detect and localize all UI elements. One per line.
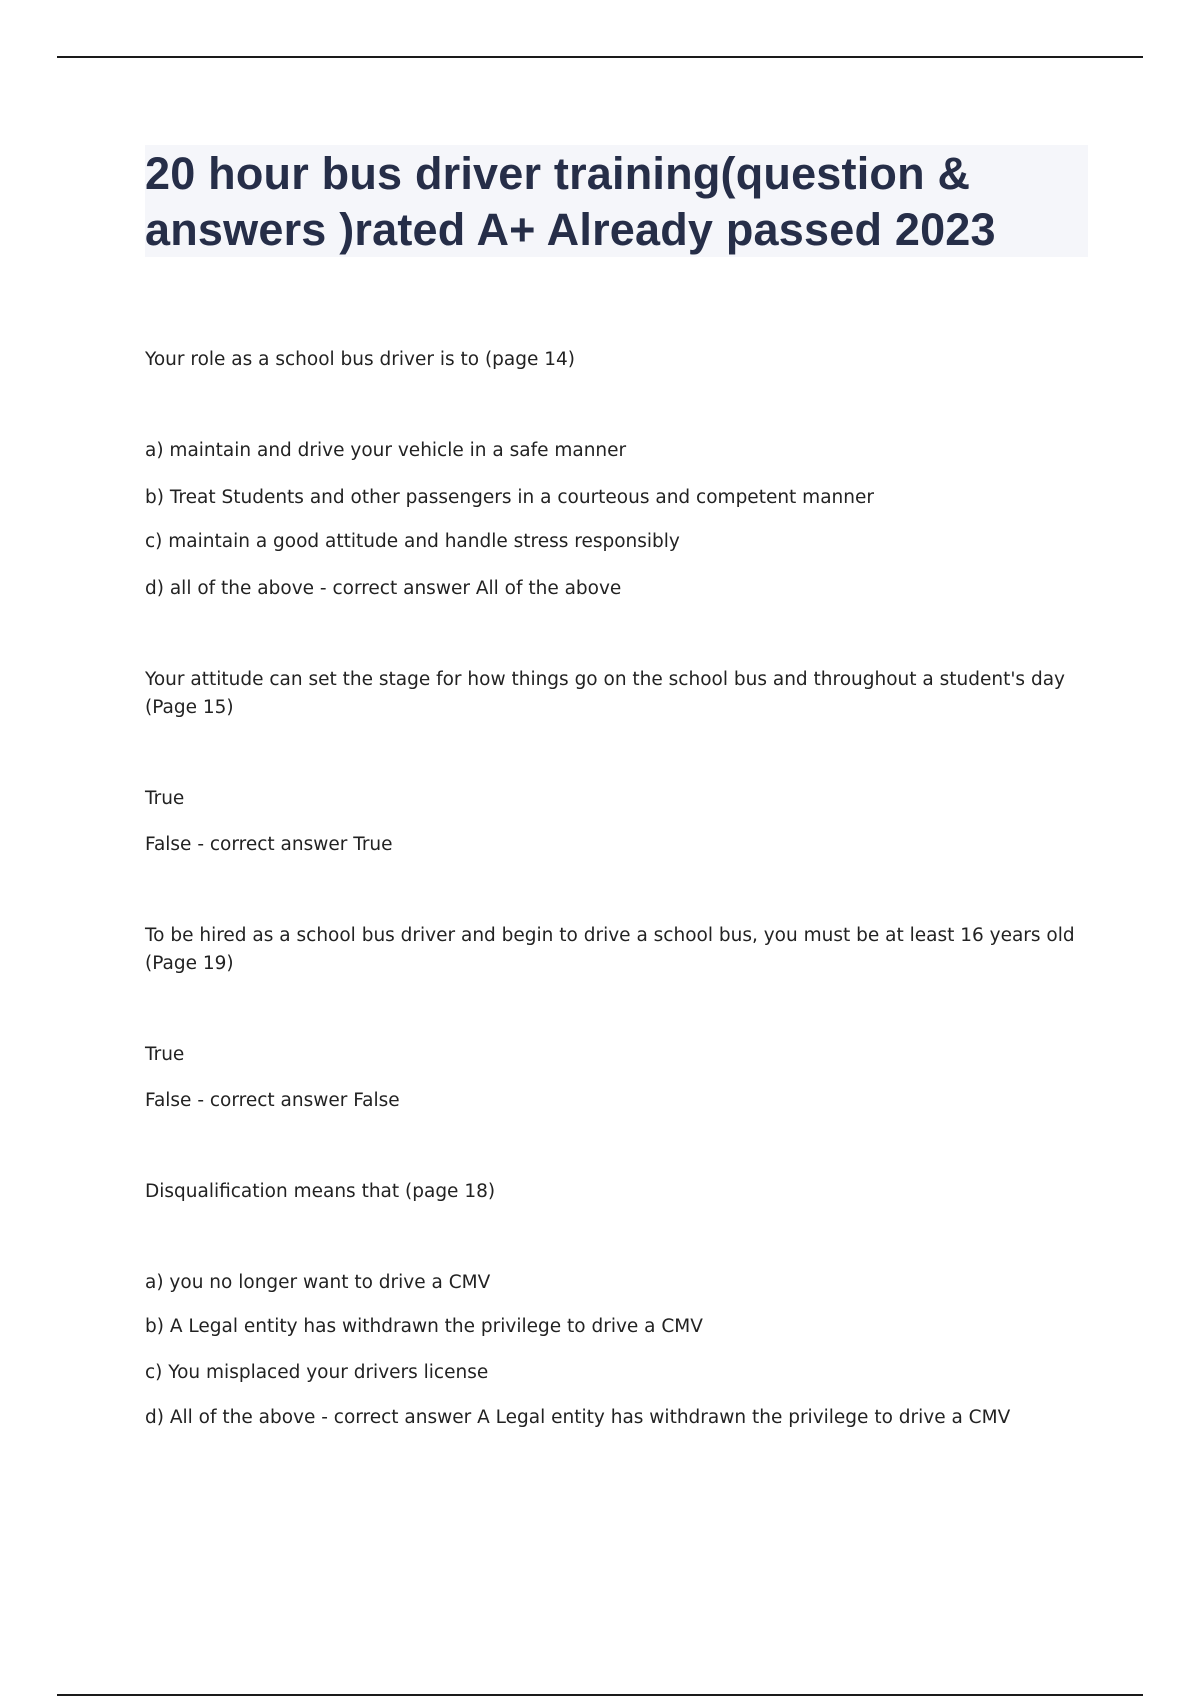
question-3-text: To be hired as a school bus driver and begin to drive a school bus, you must be at least 16 years old (Page 19) — [145, 925, 1075, 974]
question-3-option-false: False - correct answer False — [145, 1090, 400, 1111]
question-2-option-false: False - correct answer True — [145, 834, 393, 855]
question-3-option-true: True — [145, 1044, 185, 1065]
question-2-option-true: True — [145, 788, 185, 809]
question-4-text: Disqualification means that (page 18) — [145, 1181, 496, 1202]
question-1-option-d: d) all of the above - correct answer All of the above — [145, 578, 622, 599]
top-rule — [57, 56, 1143, 58]
question-4-option-c: c) You misplaced your drivers license — [145, 1362, 489, 1383]
question-4-option-b: b) A Legal entity has withdrawn the privilege to drive a CMV — [145, 1316, 703, 1337]
bottom-rule — [57, 1694, 1143, 1696]
question-4-option-d: d) All of the above - correct answer A Legal entity has withdrawn the privilege to drive a CMV — [145, 1407, 1011, 1428]
question-2-text: Your attitude can set the stage for how things go on the school bus and throughout a student's day (Page 15) — [145, 669, 1065, 718]
question-1-option-a: a) maintain and drive your vehicle in a safe manner — [145, 440, 627, 461]
question-4-option-a: a) you no longer want to drive a CMV — [145, 1272, 491, 1293]
question-1-text: Your role as a school bus driver is to (page 14) — [145, 349, 576, 370]
question-1-option-b: b) Treat Students and other passengers in a courteous and competent manner — [145, 487, 874, 508]
document-title: 20 hour bus driver training(question & answers )rated A+ Already passed 2023 — [145, 148, 996, 255]
question-1-option-c: c) maintain a good attitude and handle stress responsibly — [145, 531, 680, 552]
